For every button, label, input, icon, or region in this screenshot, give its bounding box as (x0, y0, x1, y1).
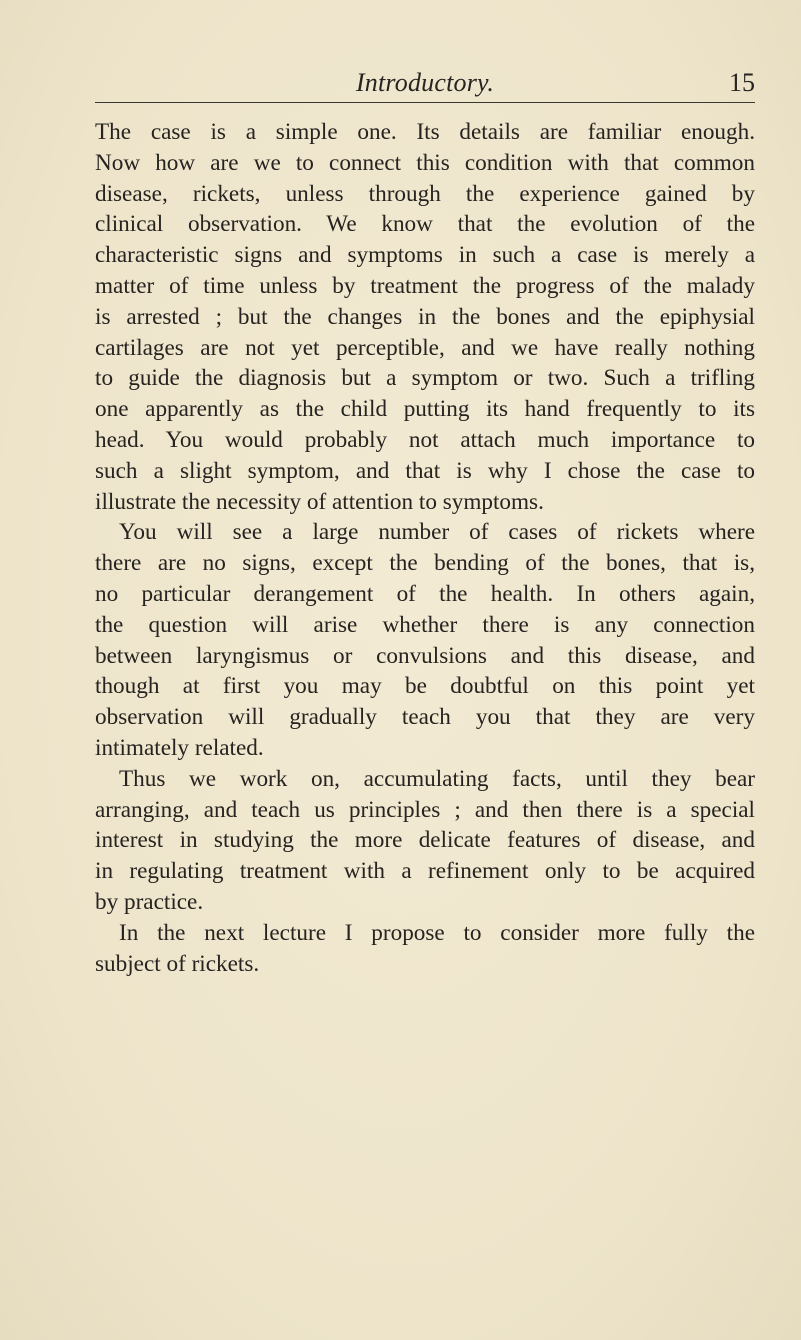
text-line: You will see a large number of cases of rickets where (119, 519, 755, 546)
paragraph-2 (95, 517, 755, 763)
text-line: In the next lecture I propose to consider more fully the (119, 919, 755, 946)
text-line: one apparently as the child putting its hand frequently to its (95, 396, 755, 423)
page-number: 15 (729, 68, 755, 97)
text-line: illustrate the necessity of attention to symptoms. (95, 488, 544, 515)
text-line: no particular derangement of the health. In others again, (95, 580, 755, 607)
body-text (95, 117, 755, 979)
text-line: though at first you may be doubtful on this point yet (95, 673, 755, 700)
text-line: there are no signs, except the bending of the bones, that is, (95, 550, 755, 577)
text-line: Thus we work on, accumulating facts, until they bear (119, 765, 755, 792)
text-line: intimately related. (95, 734, 264, 761)
text-line: by practice. (95, 888, 204, 915)
text-line: is arrested ; but the changes in the bones and the epiphysial (95, 303, 755, 330)
text-line: the question will arise whether there is any connection (95, 611, 755, 638)
text-line: to guide the diagnosis but a symptom or two. Such a trifling (95, 365, 755, 392)
text-line: between laryngismus or convulsions and this disease, and (95, 642, 755, 669)
paragraph-3 (95, 764, 755, 918)
text-line: arranging, and teach us principles ; and then there is a special (95, 796, 755, 823)
text-line: characteristic signs and symptoms in such a case is merely a (95, 242, 755, 269)
paragraph-1 (95, 117, 755, 517)
text-line: The case is a simple one. Its details are familiar enough. (95, 119, 755, 145)
text-line: head. You would probably not attach much importance to (95, 426, 755, 453)
paragraph-4 (95, 918, 755, 980)
text-line: Now how are we to connect this condition with that common (95, 149, 755, 176)
text-line: cartilages are not yet perceptible, and we have really nothing (95, 334, 755, 361)
text-line: interest in studying the more delicate features of disease, and (95, 827, 755, 854)
text-line: subject of rickets. (95, 950, 260, 977)
running-head (95, 66, 755, 103)
text-line: matter of time unless by treatment the progress of the malady (95, 272, 755, 299)
text-line: in regulating treatment with a refinement only to be acquired (95, 858, 755, 885)
text-line: disease, rickets, unless through the experience gained by (95, 180, 755, 207)
text-line: such a slight symptom, and that is why I chose the case to (95, 457, 755, 484)
running-title: Introductory. (355, 68, 495, 97)
text-line: observation will gradually teach you that they are very (95, 704, 755, 731)
text-line: clinical observation. We know that the evolution of the (95, 211, 755, 238)
